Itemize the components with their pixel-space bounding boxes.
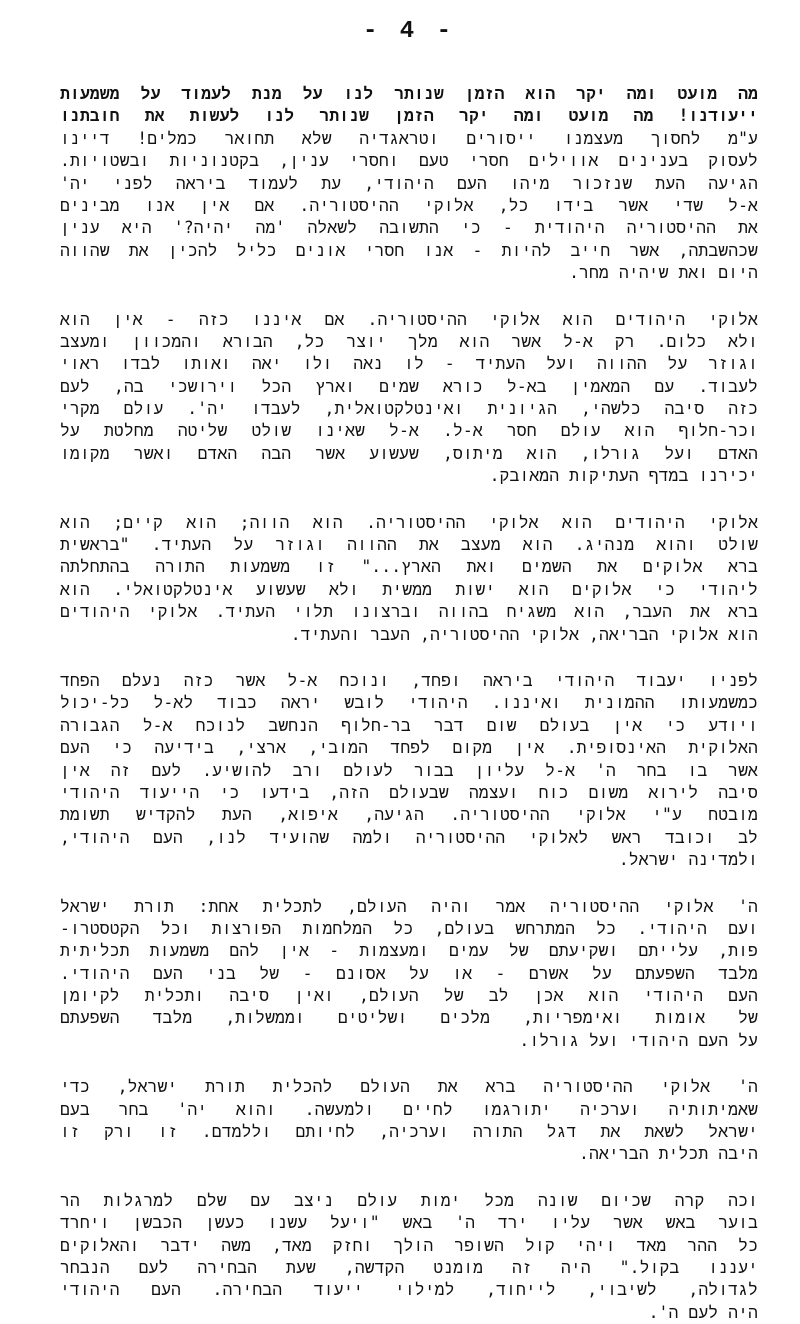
text-line: ישראל לשאת את דגל התורה וערכיה, לחיותם וללמדם. זו ורק זו xyxy=(60,1122,758,1142)
text-line: ברא את העבר, הוא משגיח בהווה וברצונו תלוי העתיד. אלוקי היהודים xyxy=(60,602,758,622)
paragraph xyxy=(60,512,758,646)
text-line: היה לעם ה'. xyxy=(648,1302,758,1322)
text-line: אשר בו בחר ה' א-ל עליון בבור לעולם ורב להושיע. לעם זה אין xyxy=(60,760,758,780)
text-line: שולט והוא מנהיג. הוא מעצב את ההווה וגוזר על העתיד. "בראשית xyxy=(60,535,758,555)
text-line: מובטח ע"י אלוקי ההיסטוריה. הגיעה, איפוא, העת להקדיש תשומת xyxy=(60,805,758,825)
text-line: היבה תכלית הבריאה. xyxy=(579,1144,758,1164)
text-line: הוא אלוקי הבריאה, אלוקי ההיסטוריה, העבר והעתיד. xyxy=(290,624,758,644)
text-body xyxy=(60,83,758,1324)
text-line: לעבוד. עם המאמין בא-ל כורא שמים וארץ הכל וירושכי בה, לעם xyxy=(60,376,758,396)
text-line: האלוקית האינסופית. אין מקום לפחד המובי, ארצי, בידיעה כי העם xyxy=(60,738,758,758)
text-line: ברא אלוקים את השמים ואת הארץ..." זו משמעות התורה בהתחלתה xyxy=(60,557,758,577)
paragraph xyxy=(60,309,758,488)
text-line: א-ל שדי אשר בידו כל, אלוקי ההיסטוריה. אם אין אנו מבינים xyxy=(60,195,758,215)
text-line: ייעודנו! מה מועט ומה יקר הזמן שנותר לנו לעשות את חובתנו xyxy=(60,106,758,126)
paragraph xyxy=(60,670,758,872)
text-line: לב וכובד ראש לאלוקי ההיסטוריה ולמה שהועיד לנו, העם היהודי, xyxy=(60,827,758,847)
text-line: כל ההר מאד ויהי קול השופר הולך וחזק מאד, משה ידבר והאלוקים xyxy=(60,1235,758,1255)
text-line: אלוקי היהודים הוא אלוקי ההיסטוריה. הוא הווה; הוא קיים; הוא xyxy=(60,512,758,532)
text-line: אלוקי היהודים הוא אלוקי ההיסטוריה. אם איננו כזה - אין הוא xyxy=(60,309,758,329)
text-line: על העם היהודי ועל גורלו. xyxy=(519,1030,758,1050)
text-line: שכהשבתה, אשר חייב להיות - אנו חסרי אונים כליל להכין את שהווה xyxy=(60,240,758,260)
text-line: לפניו יעבוד היהודי ביראה ופחד, ונוכח א-ל אשר כזה נעלם הפחד xyxy=(60,670,758,690)
paragraph xyxy=(60,1190,758,1324)
text-line: ליהודי כי אלוקים הוא ישות ממשית ולא שעשוע אינטלקטואלי. הוא xyxy=(60,579,758,599)
text-line: של אומות ואימפריות, מלכים ושליטים וממשלות, מלבד השפעתם xyxy=(60,1008,758,1028)
text-line: וכה קרה שכיום שונה מכל ימות עולם ניצב עם שלם למרגלות הר xyxy=(60,1190,758,1210)
text-line: לעסוק בענינים אווילים חסרי טעם וחסרי ענין, בקטנוניות ובשטויות. xyxy=(60,151,758,171)
text-line: את ההיסטוריה היהודית - כי התשובה לשאלה 'מה יהיה?' היא ענין xyxy=(60,218,758,238)
text-line: מה מועט ומה יקר הוא הזמן שנותר לנו על מנת לעמוד על משמעות xyxy=(60,84,758,103)
text-line: סיבה לירוא משום כוח ועצמה שבעולם הזה, בידעו כי הייעוד היהודי xyxy=(60,782,758,802)
paragraph xyxy=(60,83,758,285)
text-line: ועם היהודי. כל המתרחש בעולם, כל המלחמות הפורצות וכל הקטסטרו- xyxy=(60,918,758,938)
text-line: וכר-חלוף הוא עולם חסר א-ל. א-ל שאינו שולט שליטה מחלטת על xyxy=(60,421,758,441)
paragraph xyxy=(60,1076,758,1166)
text-line: ה' אלוקי ההיסטוריה אמר והיה העולם, לתכלית אחת: תורת ישראל xyxy=(60,896,758,916)
text-line: הגיעה העת שנזכור מיהו העם היהודי, עת לעמוד ביראה לפני יה' xyxy=(60,173,758,193)
text-line: ויודע כי אין בעולם שום דבר בר-חלוף הנחשב לנוכח א-ל הגבורה xyxy=(60,715,758,735)
text-line: ע"מ לחסוך מעצמנו ייסורים וטראגדיה שלא תחואר כמלים! דיינו xyxy=(60,128,758,148)
text-line: העם היהודי הוא אכן לב של העולם, ואין סיבה ותכלית לקיומן xyxy=(60,986,758,1006)
text-line: יכירנו במדף העתיקות המאובק. xyxy=(489,466,758,486)
text-line: ה' אלוקי ההיסטוריה ברא את העולם להכלית תורת ישראל, כדי xyxy=(60,1077,758,1097)
text-line: שאמיתותיה וערכיה יתורגמו לחיים ולמעשה. והוא יה' בחר בעם xyxy=(60,1099,758,1119)
text-line: יעננו בקול." היה זה מומנט הקדשה, שעת הבחירה לעם הנבחר xyxy=(60,1257,758,1277)
text-line: מלבד השפעתם על אשרם - או על אסונם - של בני העם היהודי. xyxy=(60,963,758,983)
text-line: פות, עלייתם ושקיעתם של עמים ומעצמות - אין להם משמעות תכליתית xyxy=(60,941,758,961)
text-line: ולא כלום. רק א-ל אשר הוא מלך יוצר כל, הבורא והמכוון ומעצב xyxy=(60,331,758,351)
text-line: וגוזר על ההווה ועל העתיד - לו נאה ולו יאה ואותו לבדו ראוי xyxy=(60,354,758,374)
text-line: לגדולה, לשיבוי, לייחוד, למילוי ייעוד הבחירה. העם היהודי xyxy=(60,1280,758,1300)
page-number: - 4 - xyxy=(362,18,455,45)
text-line: כזה סיבה כלשהי, הגיונית ואינטלקטואלית, לעבדו יה'. עולם מקרי xyxy=(60,399,758,419)
text-line: כמשמעותו ההמונית ואיננו. היהודי לובש יראה כבוד לא-ל כל-יכול xyxy=(60,693,758,713)
text-line: ולמדינה ישראל. xyxy=(618,850,758,870)
text-line: האדם ועל גורלו, הוא מיתוס, שעשוע אשר הבה האדם ואשר מקומו xyxy=(60,443,758,463)
paragraph xyxy=(60,896,758,1053)
text-line: היום ואת שיהיה מחר. xyxy=(569,263,758,283)
text-line: בוער באש אשר עליו ירד ה' באש "ויעל עשנו כעשן הכבשן ויחרד xyxy=(60,1213,758,1233)
